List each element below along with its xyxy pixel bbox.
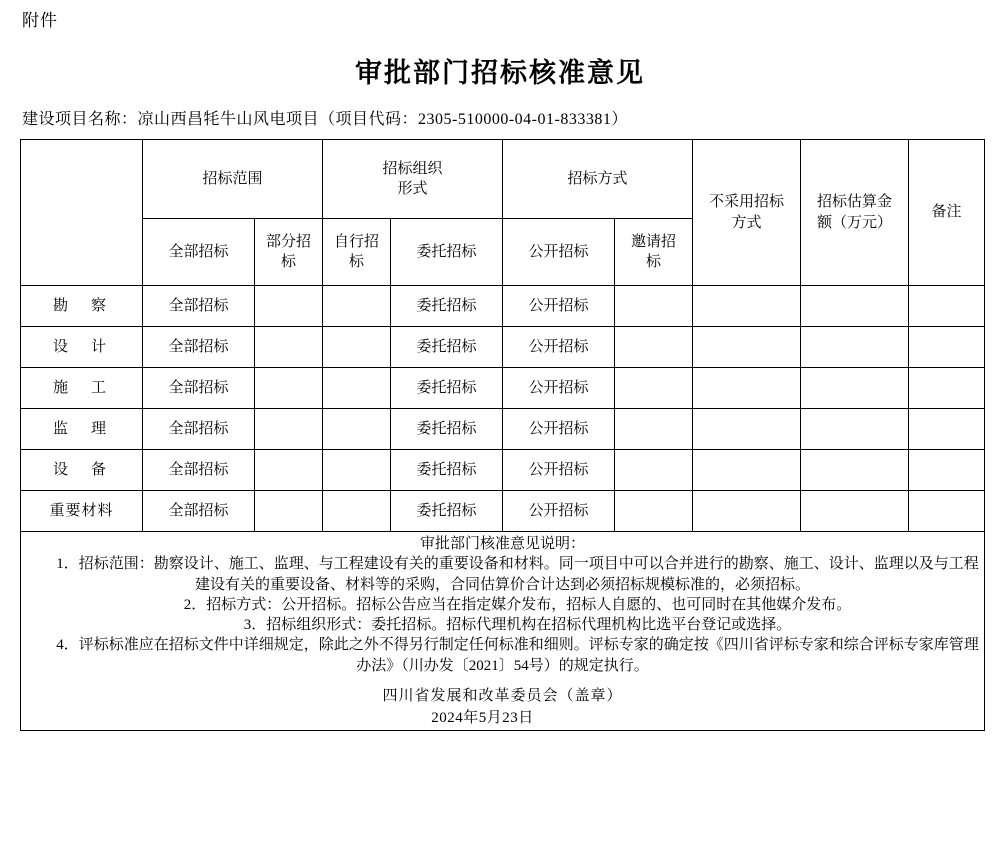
cell-scope-part bbox=[255, 327, 323, 368]
cell-scope-part bbox=[255, 409, 323, 450]
notes-item-1: 1．招标范围：勘察设计、施工、监理、与工程建设有关的重要设备和材料。同一项目中可以合并进行的勘察、施工、设计、监理以及与工程建设有关的重要设备、材料等的采购，合同估算价合计达到必须招标规模标准的，必须招标。 bbox=[56, 556, 979, 593]
cell-scope-part bbox=[255, 450, 323, 491]
cell-method-public: 公开招标 bbox=[503, 368, 615, 409]
cell-method-invite bbox=[615, 368, 693, 409]
approval-table bbox=[20, 139, 985, 731]
header-org-form-group bbox=[323, 140, 503, 219]
cell-org-entrust: 委托招标 bbox=[391, 491, 503, 532]
cell-scope-all: 全部招标 bbox=[143, 409, 255, 450]
cell-estimate bbox=[801, 286, 909, 327]
cell-method-invite bbox=[615, 409, 693, 450]
header-estimate-line2: 额（万元） bbox=[817, 214, 893, 231]
issue-date: 2024年5月23日 bbox=[431, 710, 534, 726]
table-row bbox=[21, 409, 985, 450]
cell-estimate bbox=[801, 409, 909, 450]
cell-method-invite bbox=[615, 286, 693, 327]
header-remark: 备注 bbox=[909, 140, 985, 286]
cell-estimate bbox=[801, 450, 909, 491]
cell-scope-part bbox=[255, 491, 323, 532]
cell-not-adopt bbox=[693, 450, 801, 491]
cell-org-entrust: 委托招标 bbox=[391, 286, 503, 327]
header-scope-group: 招标范围 bbox=[143, 140, 323, 219]
cell-estimate bbox=[801, 491, 909, 532]
cell-scope-part bbox=[255, 286, 323, 327]
cell-method-public: 公开招标 bbox=[503, 286, 615, 327]
table-row bbox=[21, 450, 985, 491]
row-label: 重要材料 bbox=[21, 491, 143, 532]
project-name-line bbox=[22, 106, 982, 129]
cell-org-entrust: 委托招标 bbox=[391, 368, 503, 409]
cell-org-entrust: 委托招标 bbox=[391, 409, 503, 450]
header-scope-part-line2: 标 bbox=[281, 254, 297, 270]
header-scope-all: 全部招标 bbox=[143, 219, 255, 286]
attachment-label: 附件 bbox=[22, 11, 58, 30]
row-label: 勘 察 bbox=[21, 286, 143, 327]
document-page bbox=[0, 6, 1000, 854]
table-header-row-1 bbox=[21, 140, 985, 219]
project-name-value: 凉山西昌牦牛山风电项目（项目代码：2305-510000-04-01-833381） bbox=[137, 111, 628, 128]
header-not-adopt-line2: 方式 bbox=[731, 214, 762, 231]
cell-org-self bbox=[323, 491, 391, 532]
cell-not-adopt bbox=[693, 327, 801, 368]
cell-remark bbox=[909, 450, 985, 491]
notes-block bbox=[21, 532, 985, 731]
cell-not-adopt bbox=[693, 368, 801, 409]
header-corner-blank bbox=[21, 140, 143, 286]
cell-not-adopt bbox=[693, 286, 801, 327]
cell-scope-all: 全部招标 bbox=[143, 286, 255, 327]
cell-remark bbox=[909, 409, 985, 450]
header-org-self bbox=[323, 219, 391, 286]
row-label: 监 理 bbox=[21, 409, 143, 450]
cell-method-public: 公开招标 bbox=[503, 327, 615, 368]
header-estimate-amount bbox=[801, 140, 909, 286]
cell-remark bbox=[909, 286, 985, 327]
header-org-entrust: 委托招标 bbox=[391, 219, 503, 286]
header-method-invite-line2: 标 bbox=[646, 254, 662, 270]
table-row bbox=[21, 491, 985, 532]
header-org-self-line2: 标 bbox=[349, 254, 365, 270]
header-org-form-line1: 招标组织 bbox=[382, 160, 443, 177]
cell-method-invite bbox=[615, 450, 693, 491]
header-method-group: 招标方式 bbox=[503, 140, 693, 219]
header-not-adopt-line1: 不采用招标 bbox=[709, 194, 785, 211]
row-label: 施 工 bbox=[21, 368, 143, 409]
cell-not-adopt bbox=[693, 491, 801, 532]
notes-item-3: 3．招标组织形式：委托招标。招标代理机构在招标代理机构比选平台登记或选择。 bbox=[243, 617, 792, 633]
cell-estimate bbox=[801, 327, 909, 368]
cell-org-self bbox=[323, 368, 391, 409]
cell-org-entrust: 委托招标 bbox=[391, 327, 503, 368]
issuing-authority: 四川省发展和改革委员会（盖章） bbox=[382, 687, 623, 704]
cell-org-self bbox=[323, 450, 391, 491]
cell-not-adopt bbox=[693, 409, 801, 450]
row-label: 设 备 bbox=[21, 450, 143, 491]
notes-item-4: 4．评标标准应在招标文件中详细规定，除此之外不得另行制定任何标准和细则。评标专家的确定按《四川省评标专家和综合评标专家库管理办法》（川办发〔2021〕54号）的规定执行。 bbox=[56, 637, 979, 674]
header-method-public: 公开招标 bbox=[503, 219, 615, 286]
table-row bbox=[21, 327, 985, 368]
cell-method-public: 公开招标 bbox=[503, 491, 615, 532]
header-scope-part-line1: 部分招 bbox=[266, 233, 312, 250]
page-title: 审批部门招标核准意见 bbox=[355, 58, 645, 88]
cell-remark bbox=[909, 327, 985, 368]
table-row bbox=[21, 368, 985, 409]
cell-method-public: 公开招标 bbox=[503, 450, 615, 491]
cell-scope-all: 全部招标 bbox=[143, 327, 255, 368]
cell-method-invite bbox=[615, 491, 693, 532]
cell-scope-all: 全部招标 bbox=[143, 491, 255, 532]
header-scope-part bbox=[255, 219, 323, 286]
cell-scope-all: 全部招标 bbox=[143, 450, 255, 491]
project-name-label: 建设项目名称： bbox=[22, 111, 138, 128]
header-org-self-line1: 自行招 bbox=[334, 233, 380, 250]
header-org-form-line2: 形式 bbox=[397, 181, 428, 197]
cell-method-public: 公开招标 bbox=[503, 409, 615, 450]
cell-method-invite bbox=[615, 327, 693, 368]
cell-remark bbox=[909, 491, 985, 532]
header-not-adopt bbox=[693, 140, 801, 286]
cell-scope-all: 全部招标 bbox=[143, 368, 255, 409]
cell-remark bbox=[909, 368, 985, 409]
cell-org-entrust: 委托招标 bbox=[391, 450, 503, 491]
notes-item-2: 2．招标方式：公开招标。招标公告应当在指定媒介发布，招标人自愿的、也可同时在其他媒介发布。 bbox=[183, 596, 852, 613]
header-estimate-line1: 招标估算金 bbox=[817, 194, 893, 211]
cell-org-self bbox=[323, 409, 391, 450]
cell-scope-part bbox=[255, 368, 323, 409]
notes-row bbox=[21, 532, 985, 731]
header-method-invite bbox=[615, 219, 693, 286]
header-method-invite-line1: 邀请招 bbox=[631, 233, 677, 250]
notes-heading: 审批部门核准意见说明： bbox=[420, 536, 586, 552]
cell-org-self bbox=[323, 286, 391, 327]
cell-estimate bbox=[801, 368, 909, 409]
row-label: 设 计 bbox=[21, 327, 143, 368]
cell-org-self bbox=[323, 327, 391, 368]
table-row bbox=[21, 286, 985, 327]
